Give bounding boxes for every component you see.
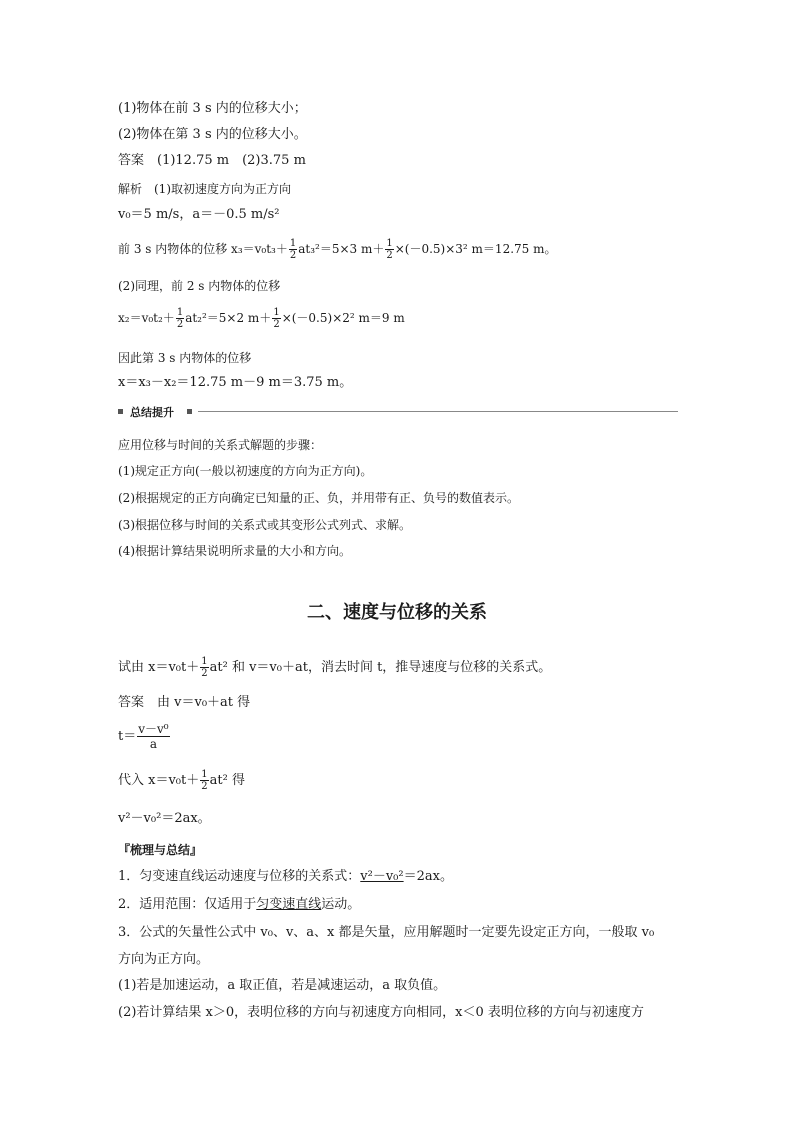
p2-underline: 匀变速直线 bbox=[256, 897, 322, 912]
step-2: (2)根据规定的正方向确定已知量的正、负，并用带有正、负号的数值表示。 bbox=[118, 491, 520, 505]
therefore-line: 因此第 3 s 内物体的位移 bbox=[118, 351, 252, 365]
x2-equation bbox=[118, 307, 405, 330]
p1-formula: v²－v₀² bbox=[360, 869, 404, 884]
x2-mid: at₂²＝5×2 m＋ bbox=[185, 311, 272, 325]
answer-1: 答案 (1)12.75 m (2)3.75 m bbox=[118, 153, 306, 168]
question-2: (2)物体在第 3 s 内的位移大小。 bbox=[118, 127, 307, 142]
x3-mid: at₃²＝5×3 m＋ bbox=[298, 242, 385, 256]
summary-header bbox=[118, 404, 678, 420]
section-title: 二、速度与位移的关系 bbox=[307, 602, 487, 623]
half-fraction: $\frac{1}{2}$ bbox=[289, 238, 297, 261]
question-1: (1)物体在前 3 s 内的位移大小； bbox=[118, 101, 307, 116]
try-suffix: at² 和 v＝v₀＋at，消去时间 t，推导速度与位移的关系式。 bbox=[209, 660, 552, 675]
t-fraction: $\frac{\text{v－v⁰}}{a}$ bbox=[138, 722, 169, 751]
steps-intro: 应用位移与时间的关系式解题的步骤： bbox=[118, 438, 323, 452]
point-2: 2．适用范围：仅适用于匀变速直线运动。 bbox=[118, 897, 361, 912]
x3-suffix: ×(－0.5)×3² m＝12.75 m。 bbox=[394, 242, 557, 256]
same-line: (2)同理，前 2 s 内物体的位移 bbox=[118, 279, 281, 293]
t-equation bbox=[118, 722, 171, 751]
half-fraction: $\frac{1}{2}$ bbox=[201, 656, 208, 679]
sub-suffix: at² 得 bbox=[209, 773, 245, 788]
divider bbox=[198, 411, 678, 412]
point-3-line-1: 3．公式的矢量性公式中 v₀、v、a、x 都是矢量，应用解题时一定要先设定正方向，一般取 v₀ bbox=[118, 925, 655, 940]
x3-prefix: 前 3 s 内物体的位移 x₃＝v₀t₃＋ bbox=[118, 242, 288, 256]
initial-values: v₀＝5 m/s，a＝－0.5 m/s² bbox=[118, 207, 280, 222]
try-prefix: 试由 x＝v₀t＋ bbox=[118, 660, 200, 675]
summary2-title: 『梳理与总结』 bbox=[118, 843, 203, 857]
sub-prefix: 代入 x＝v₀t＋ bbox=[118, 773, 200, 788]
half-fraction: $\frac{1}{2}$ bbox=[176, 307, 184, 330]
point-1: 1．匀变速直线运动速度与位移的关系式：v²－v₀²＝2ax。 bbox=[118, 869, 453, 884]
step-1: (1)规定正方向(一般以初速度的方向为正方向)。 bbox=[118, 464, 373, 478]
half-fraction: $\frac{1}{2}$ bbox=[386, 238, 393, 261]
substitute-line bbox=[118, 769, 245, 792]
point-4: (1)若是加速运动，a 取正值，若是减速运动，a 取负值。 bbox=[118, 978, 447, 993]
t-prefix: t＝ bbox=[118, 729, 137, 744]
half-fraction: $\frac{1}{2}$ bbox=[201, 769, 208, 792]
step-3: (3)根据位移与时间的关系式或其变形公式列式、求解。 bbox=[118, 518, 412, 532]
x-result: x＝x₃－x₂＝12.75 m－9 m＝3.75 m。 bbox=[118, 375, 353, 390]
try-question bbox=[118, 656, 551, 679]
half-fraction: $\frac{1}{2}$ bbox=[273, 307, 280, 330]
summary-title: 总结提升 bbox=[130, 406, 174, 419]
analysis-head: 解析 (1)取初速度方向为正方向 bbox=[118, 182, 291, 196]
x2-suffix: ×(－0.5)×2² m＝9 m bbox=[281, 311, 405, 325]
point-3-line-2: 方向为正方向。 bbox=[118, 952, 210, 967]
answer-2: 答案 由 v＝v₀＋at 得 bbox=[118, 695, 251, 710]
x2-prefix: x₂＝v₀t₂＋ bbox=[118, 311, 175, 325]
result-equation: v²－v₀²＝2ax。 bbox=[118, 811, 211, 826]
point-5: (2)若计算结果 x＞0，表明位移的方向与初速度方向相同，x＜0 表明位移的方向与初速度方 bbox=[118, 1005, 644, 1020]
square-bullet-icon bbox=[118, 409, 123, 414]
step-4: (4)根据计算结果说明所求量的大小和方向。 bbox=[118, 544, 351, 558]
x3-equation bbox=[118, 238, 556, 261]
square-bullet-icon bbox=[187, 409, 192, 414]
